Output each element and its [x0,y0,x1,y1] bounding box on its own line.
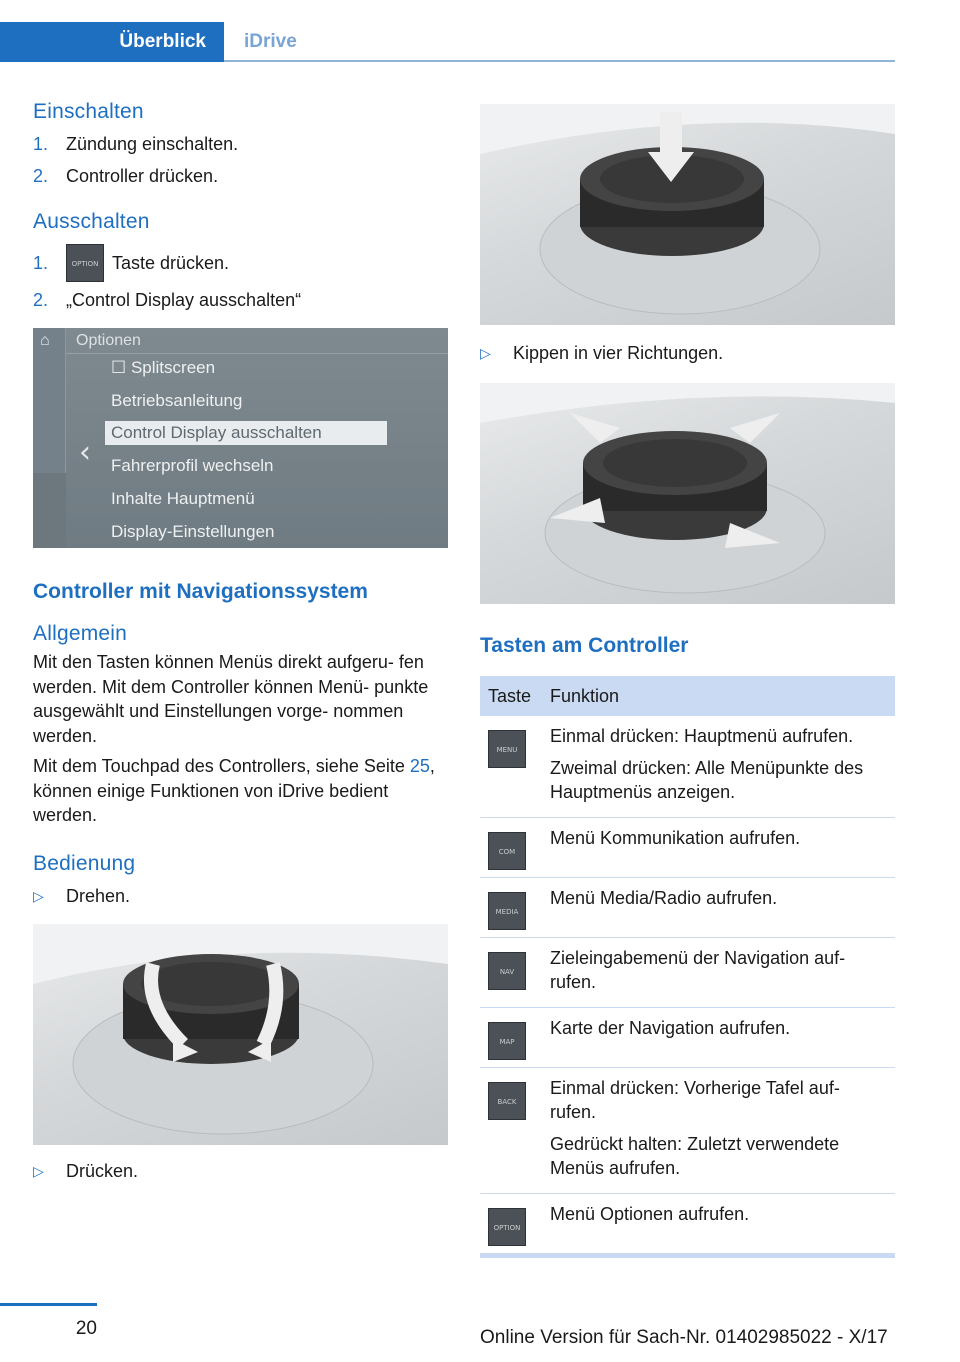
controller-tilt-image [480,383,895,604]
table-end-bar [480,1253,895,1258]
triangle-bullet-icon: ▷ [33,1162,44,1179]
list-item: 2. Controller drücken. [33,166,219,186]
right-column [480,104,895,1258]
allgemein-paragraph-1: Mit den Tasten können Menüs direkt aufgeru‐ fen werden. Mit dem Controller können Menü‐ punkte ausgewählt und Einstellungen vorge‐ nommen werden. [33,652,429,746]
tab-ueberblick[interactable]: Überblick [0,22,224,62]
table-row: MAP Karte der Navigation aufrufen. [480,1007,895,1067]
menu-item-selected: Control Display ausschalten [105,421,387,445]
keys-table [480,676,895,1253]
map-key-icon: MAP [488,1022,526,1060]
menu-item: Fahrerprofil wechseln [111,456,274,475]
list-item: ▷ Kippen in vier Richtungen. [480,343,724,363]
back-key-icon: BACK [488,1082,526,1120]
table-row: MEDIA Menü Media/Radio aufrufen. [480,877,895,937]
menu-title: Optionen [76,332,141,349]
table-header-taste: Taste [480,676,542,716]
com-key-icon: COM [488,832,526,870]
options-menu-screenshot [33,328,448,548]
nav-key-icon: NAV [488,952,526,990]
home-icon: ⌂ [40,332,50,349]
tasten-heading: Tasten am Controller [480,634,689,657]
list-item: 2. „Control Display ausschalten“ [33,290,302,310]
bedienung-heading: Bedienung [33,851,136,875]
list-item: 1. OPTION Taste drücken. [33,244,448,282]
option-key-icon: OPTION [66,244,104,282]
footer-line [0,1303,97,1306]
header-tabbar [0,22,895,62]
option-key-icon: OPTION [488,1208,526,1246]
tab-idrive[interactable]: iDrive [244,31,297,52]
controller-rotate-image [33,924,448,1145]
triangle-bullet-icon: ▷ [33,887,44,904]
table-header-funktion: Funktion [542,676,895,716]
chevron-left-icon: ‹ [79,435,91,470]
allgemein-heading: Allgemein [33,622,128,645]
list-item: 1. Zündung einschalten. [33,134,239,154]
menu-item: Inhalte Hauptmenü [111,489,255,508]
menu-item: ☐ Splitscreen [111,358,216,377]
table-row: BACK Einmal drücken: Vorherige Tafel auf‐ rufen. Gedrückt halten: Zuletzt verwendete Menüs aufrufen. [480,1067,895,1193]
menu-item: Betriebsanleitung [111,391,243,410]
controller-heading: Controller mit Navigationssystem [33,580,368,603]
list-item: ▷ Drücken. [33,1160,139,1181]
page-number: 20 [75,1318,97,1339]
media-key-icon: MEDIA [488,892,526,930]
triangle-bullet-icon: ▷ [480,345,491,361]
list-item: ▷ Drehen. [33,885,131,906]
einschalten-heading: Einschalten [33,100,144,123]
footer-text: Online Version für Sach-Nr. 01402985022 - X/17 [480,1327,888,1348]
table-row: NAV Zieleingabemenü der Navigation auf‐ rufen. [480,937,895,1007]
menu-item: Display-Einstellungen [111,522,275,541]
menu-key-icon: MENU [488,730,526,768]
table-row: COM Menü Kommunikation aufrufen. [480,817,895,877]
controller-press-image [480,104,895,325]
ausschalten-heading: Ausschalten [33,210,150,233]
page-link[interactable]: 25 [409,756,430,776]
table-row: OPTION Menü Optionen aufrufen. [480,1193,895,1253]
table-row: MENU Einmal drücken: Hauptmenü aufrufen. Zweimal drücken: Alle Menüpunkte des Hauptmenüs anzeigen. [480,716,895,817]
menu-sidebar [33,328,66,548]
allgemein-paragraph-2: Mit dem Touchpad des Controllers, siehe Seite 25, können einige Funktionen von iDrive bedient werden. [33,756,435,825]
left-column [33,100,448,1183]
